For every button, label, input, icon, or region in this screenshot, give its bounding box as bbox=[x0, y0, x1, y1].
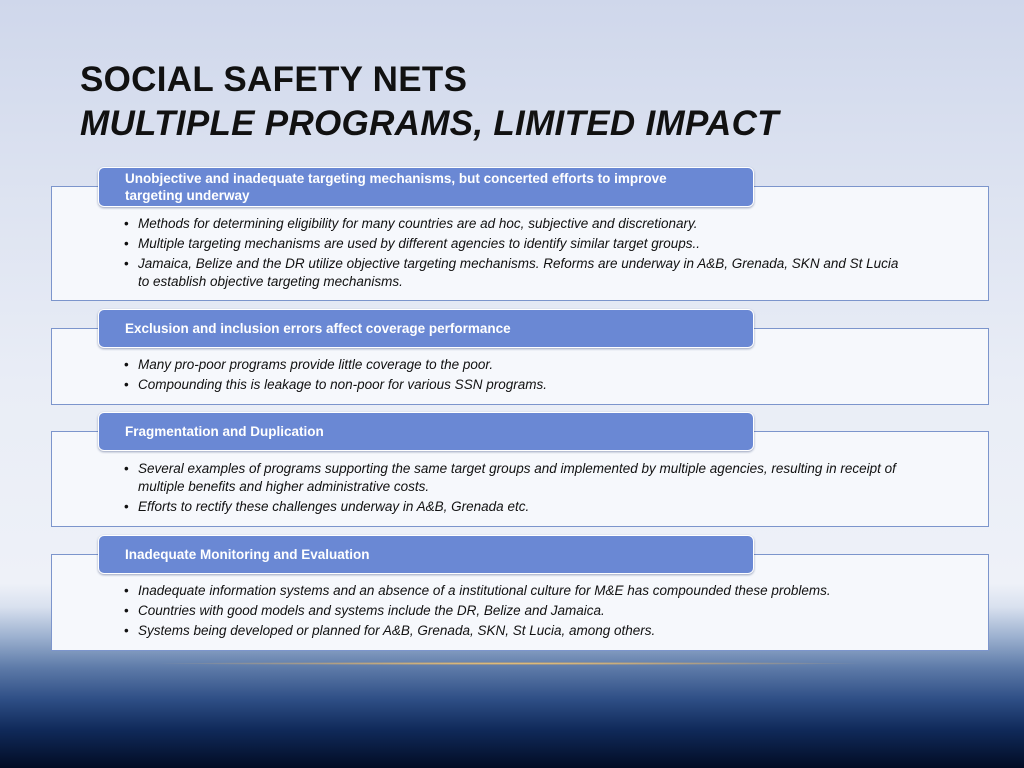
bullet-list-targeting bbox=[122, 215, 912, 293]
list-item: • Multiple targeting mechanisms are used by different agencies to identify similar target groups.. bbox=[122, 235, 912, 253]
list-item: • Efforts to rectify these challenges underway in A&B, Grenada etc. bbox=[122, 498, 922, 516]
list-item: • Many pro-poor programs provide little coverage to the poor. bbox=[122, 356, 922, 374]
list-item: • Inadequate information systems and an absence of a institutional culture for M&E has compounded these problems. bbox=[122, 582, 922, 600]
decorative-glow-line bbox=[150, 662, 870, 665]
section-header-label: Inadequate Monitoring and Evaluation bbox=[125, 547, 370, 562]
bullet-list-fragmentation bbox=[122, 460, 922, 518]
title-line-1: SOCIAL SAFETY NETS bbox=[80, 60, 468, 99]
section-header-label: Unobjective and inadequate targeting mechanisms, but concerted efforts to improve targeting underway bbox=[125, 171, 667, 203]
bullet-list-monitoring bbox=[122, 582, 922, 642]
list-item: • Several examples of programs supporting the same target groups and implemented by multiple agencies, resulting in receipt of multiple benefits and higher administrative costs. bbox=[122, 460, 922, 496]
section-header-coverage bbox=[98, 309, 754, 348]
section-header-monitoring bbox=[98, 535, 754, 574]
section-header-fragmentation bbox=[98, 412, 754, 451]
list-item: • Systems being developed or planned for A&B, Grenada, SKN, St Lucia, among others. bbox=[122, 622, 922, 640]
slide-title bbox=[80, 58, 779, 146]
list-item: • Countries with good models and systems include the DR, Belize and Jamaica. bbox=[122, 602, 922, 620]
list-item: • Methods for determining eligibility for many countries are ad hoc, subjective and discretionary. bbox=[122, 215, 912, 233]
section-header-label: Exclusion and inclusion errors affect coverage performance bbox=[125, 321, 511, 336]
list-item: • Compounding this is leakage to non-poor for various SSN programs. bbox=[122, 376, 922, 394]
list-item: • Jamaica, Belize and the DR utilize objective targeting mechanisms. Reforms are underway in A&B, Grenada, SKN and St Lucia to establish objective targeting mechanisms. bbox=[122, 255, 912, 291]
section-header-targeting bbox=[98, 167, 754, 207]
section-header-label: Fragmentation and Duplication bbox=[125, 424, 324, 439]
bullet-list-coverage bbox=[122, 356, 922, 396]
title-line-2: MULTIPLE PROGRAMS, LIMITED IMPACT bbox=[80, 104, 779, 143]
